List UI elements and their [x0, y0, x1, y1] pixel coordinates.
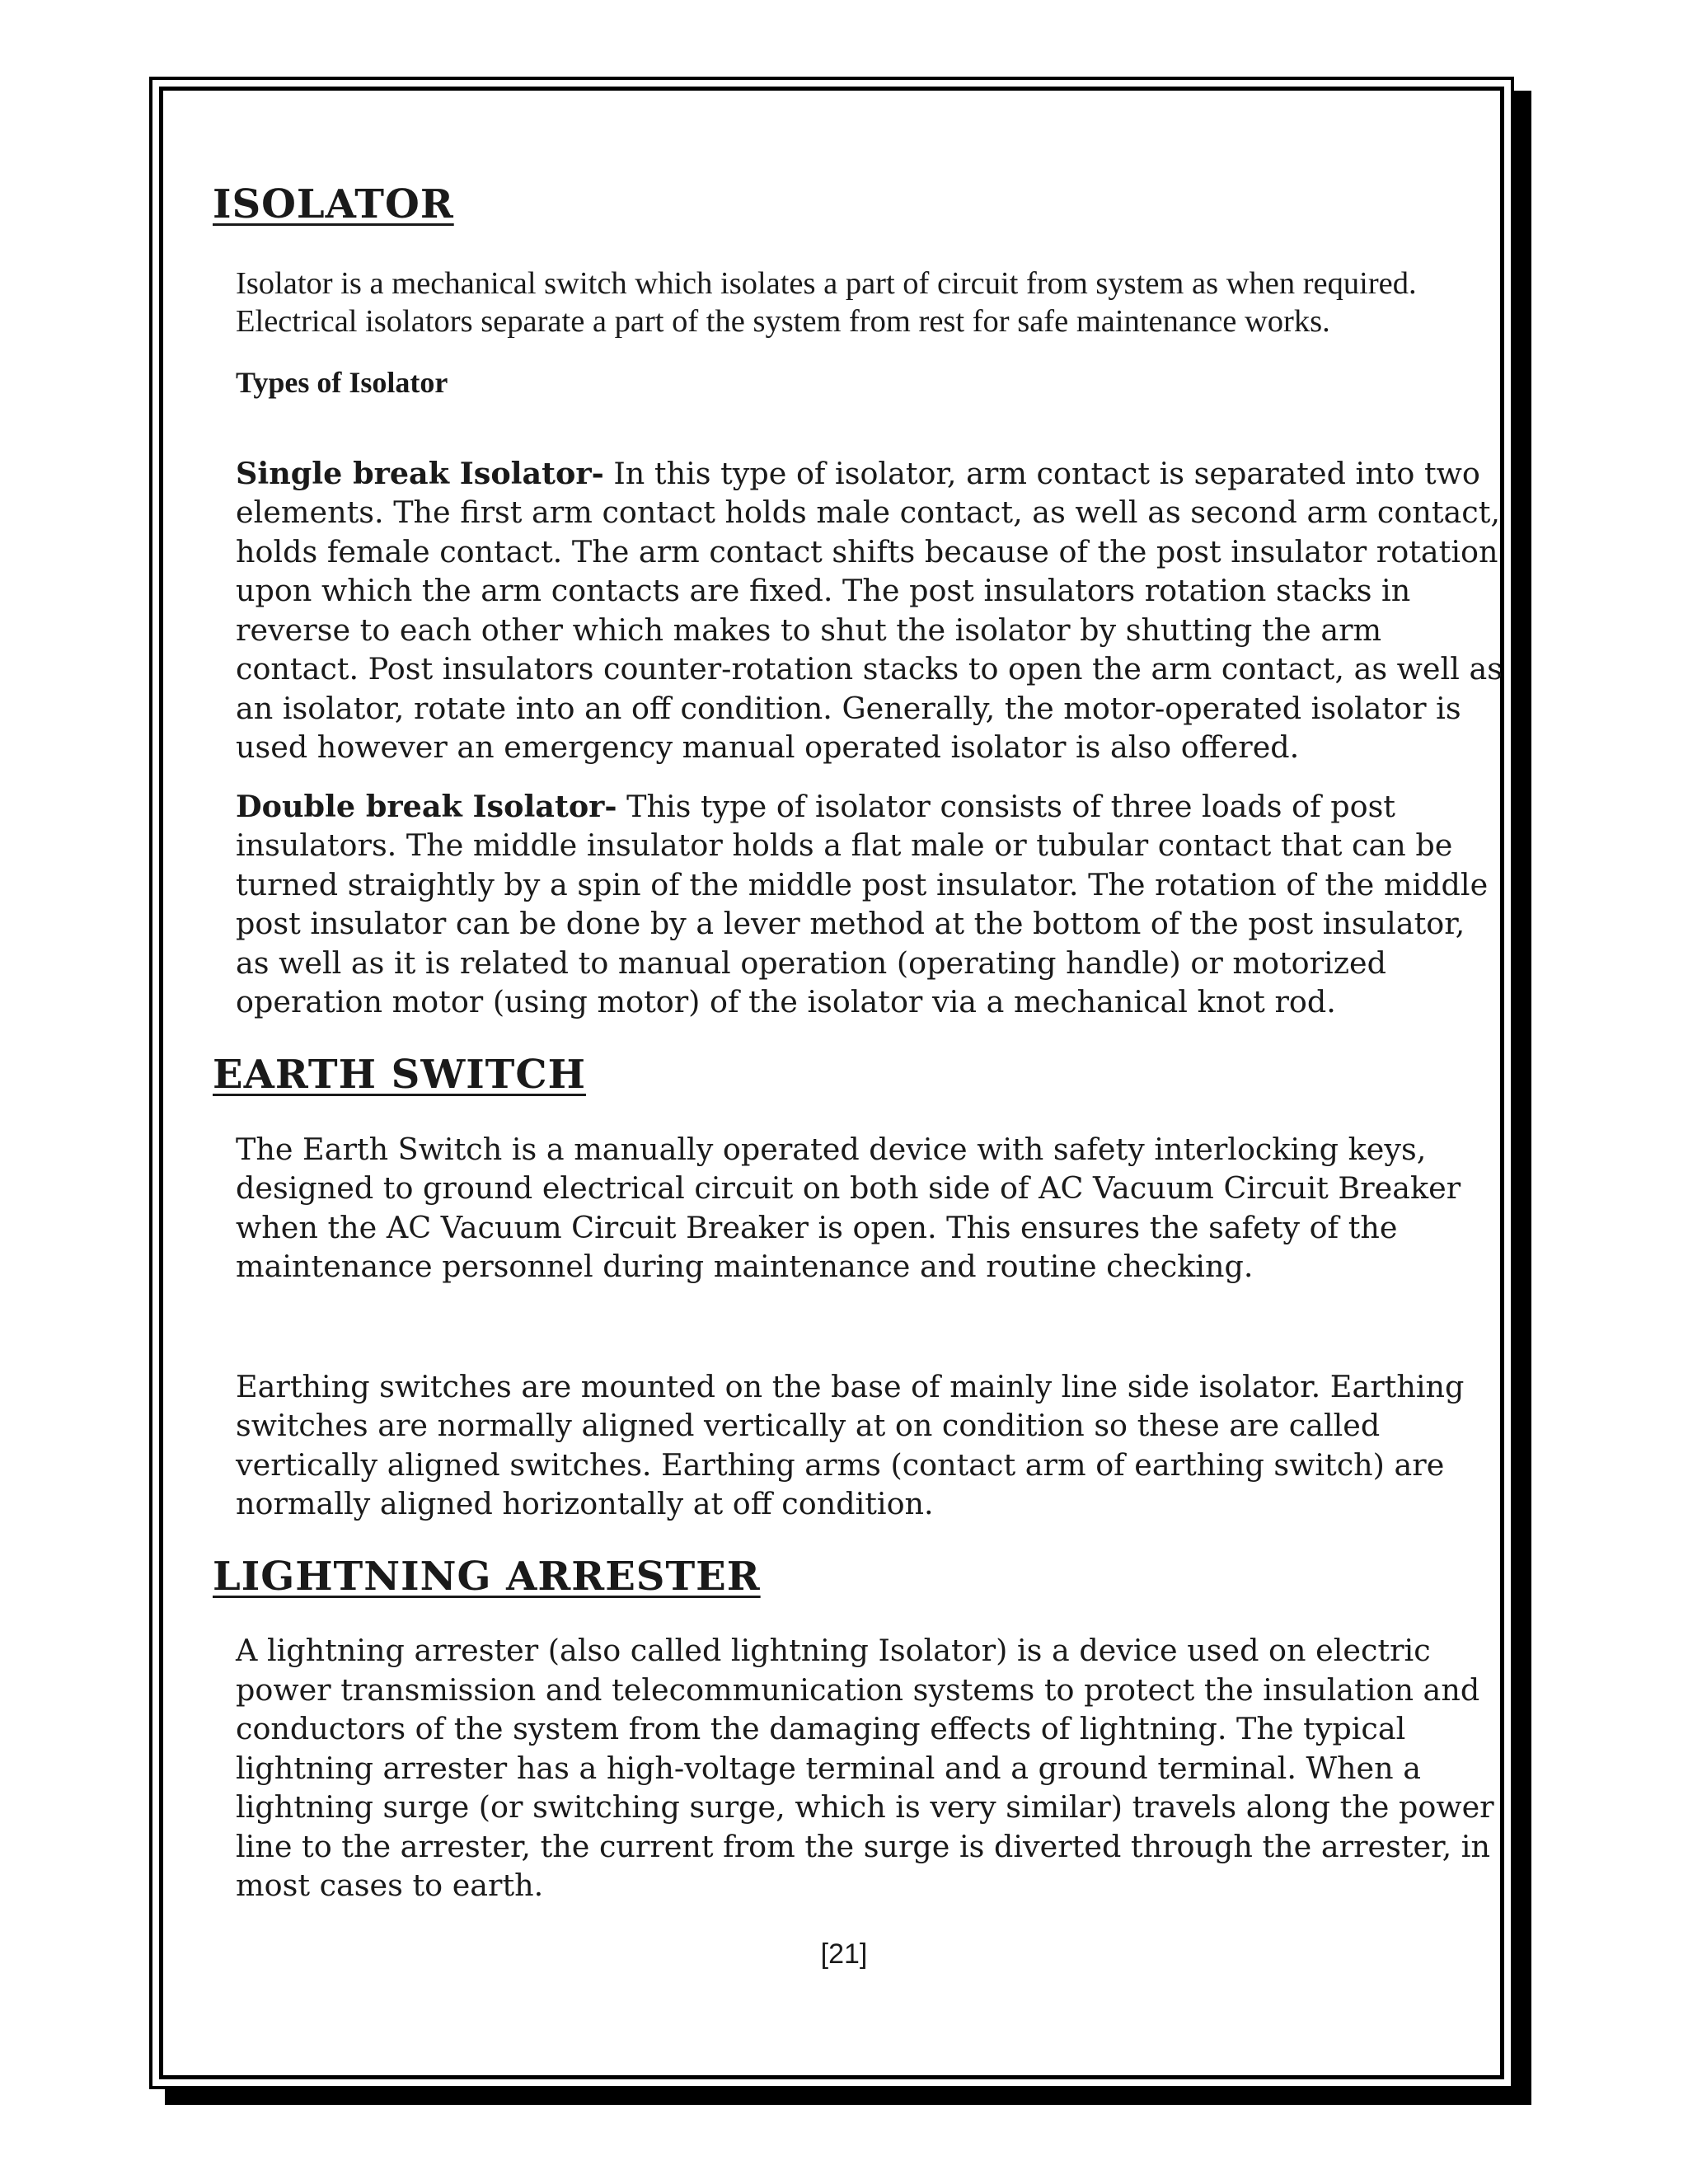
- types-of-isolator-heading: Types of Isolator: [236, 365, 448, 399]
- section-title-lightning-arrester: LIGHTNING ARRESTER: [213, 1553, 761, 1600]
- page-number: [21]: [820, 1938, 868, 1970]
- section-title-earth-switch: EARTH SWITCH: [213, 1051, 586, 1098]
- section-title-isolator: ISOLATOR: [213, 181, 454, 227]
- earth-switch-paragraph-1: The Earth Switch is a manually operated device with safety interlocking keys, designed to ground electrical circuit on both side of AC Vacuum Circuit Breaker when the AC Vacuum Circuit Breaker is open. This ensures the safety of the maintenance personnel during maintenance and routine checking.: [236, 1131, 1461, 1285]
- double-break-lead: Double break Isolator-: [236, 788, 617, 824]
- page-content: [213, 183, 1507, 1905]
- lightning-arrester-paragraph: A lightning arrester (also called lightning Isolator) is a device used on electric power transmission and telecommunication systems to protect the insulation and conductors of the system from the damaging effects of lightning. The typical lightning arrester has a high-voltage terminal and a ground terminal. When a lightning surge (or switching surge, which is very similar) travels along the power line to the arrester, the current from the surge is diverted through the arrester, in most cases to earth.: [236, 1633, 1494, 1904]
- double-break-paragraph: [236, 787, 1507, 1022]
- single-break-lead: Single break Isolator-: [236, 455, 604, 491]
- double-break-text: This type of isolator consists of three loads of post insulators. The middle insulator holds a flat male or tubular contact that can be turned straightly by a spin of the middle post insulator. The rotation of the middle post insulator can be done by a lever method at the bottom of the post insulator, as well as it is related to manual operation (operating handle) or motorized operation motor (using motor) of the isolator via a mechanical knot rod.: [236, 788, 1489, 1020]
- earth-switch-paragraph-2: Earthing switches are mounted on the base of mainly line side isolator. Earthing switches are normally aligned vertically at on condition so these are called vertically aligned switches. Earthing arms (contact arm of earthing switch) are normally aligned horizontally at off condition.: [236, 1368, 1465, 1522]
- single-break-text: In this type of isolator, arm contact is separated into two elements. The first arm contact holds male contact, as well as second arm contact, holds female contact. The arm contact shifts because of the post insulator rotation upon which the arm contacts are fixed. The post insulators rotation stacks in reverse to each other which makes to shut the isolator by shutting the arm contact. Post insulators counter-rotation stacks to open the arm contact, as well as an isolator, rotate into an off condition. Generally, the motor-operated isolator is used however an emergency manual operated isolator is also offered.: [236, 455, 1503, 766]
- single-break-paragraph: [236, 454, 1507, 767]
- isolator-intro: Isolator is a mechanical switch which isolates a part of circuit from system as when required. Electrical isolators separate a part of the system from rest for safe maintenance works.: [236, 265, 1417, 339]
